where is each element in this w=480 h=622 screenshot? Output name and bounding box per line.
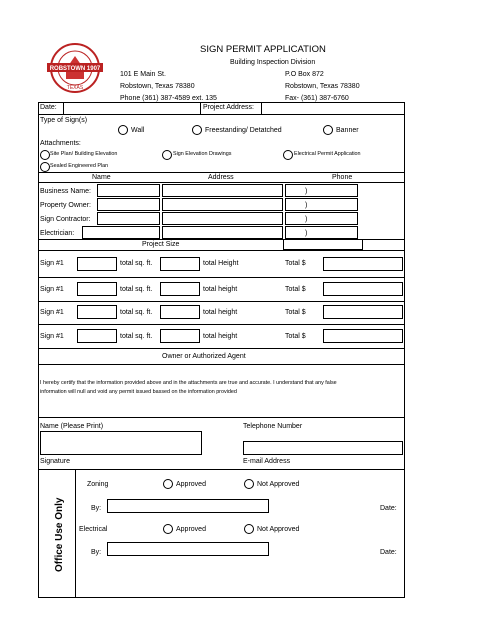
date-label: Date:: [40, 104, 57, 111]
property-phone-field[interactable]: [285, 198, 358, 211]
height-label: total height: [203, 286, 238, 293]
height-label: total Height: [203, 260, 239, 267]
sqft-label: total sq. ft.: [120, 309, 153, 316]
total-field[interactable]: [323, 257, 403, 271]
project-address-field[interactable]: [261, 102, 405, 115]
paren: ): [305, 216, 308, 223]
name-field[interactable]: [40, 431, 202, 455]
electrical-approved-radio[interactable]: [163, 524, 173, 534]
sign-count-field[interactable]: [77, 305, 117, 319]
sign-elevation-radio[interactable]: [162, 150, 172, 160]
name-label: Name (Please Print): [40, 423, 104, 430]
divider: [38, 301, 405, 302]
paren: ): [305, 188, 308, 195]
height-label: total height: [203, 309, 238, 316]
total-field[interactable]: [323, 282, 403, 296]
zoning-label: Zoning: [87, 481, 109, 488]
electrician-address-field[interactable]: [162, 226, 283, 239]
sqft-field[interactable]: [160, 329, 200, 343]
sqft-label: total sq. ft.: [120, 286, 153, 293]
certify-line-2: information will null and void any permit issued bassed on the information provided: [40, 389, 237, 395]
col-address: Address: [208, 174, 234, 181]
freestanding-radio[interactable]: [192, 125, 202, 135]
divider: [38, 277, 405, 278]
sign-count-field[interactable]: [77, 282, 117, 296]
banner-label: Banner: [336, 127, 359, 134]
address-right-1: P.O Box 872: [285, 71, 324, 78]
contractor-address-field[interactable]: [162, 212, 283, 225]
city-seal: [44, 42, 106, 94]
sealed-plan-label: Sealed Engineered Plan: [50, 163, 109, 169]
date-field[interactable]: [63, 102, 201, 115]
electrical-not-approved-label: Not Approved: [257, 526, 300, 533]
electrician-field[interactable]: [82, 226, 160, 239]
total-label: Total $: [285, 260, 306, 267]
sign-label: Sign #1: [40, 286, 64, 293]
division: Building Inspection Division: [230, 59, 316, 66]
site-plan-radio[interactable]: [40, 150, 50, 160]
certify-line-1: I hereby certify that the information provided above and in the attachments are true and accurate. I understand that any false: [40, 380, 337, 386]
email-label: E-mail Address: [243, 458, 291, 465]
zoning-approved-radio[interactable]: [163, 479, 173, 489]
sign-label: Sign #1: [40, 333, 64, 340]
project-cost-header-box: [283, 239, 363, 250]
address-left-3: Phone (361) 387-4589 ext. 135: [120, 95, 217, 102]
office-title: Office Use Only: [54, 497, 65, 572]
zoning-not-approved-label: Not Approved: [257, 481, 300, 488]
total-label: Total $: [285, 333, 306, 340]
electrical-approved-label: Approved: [176, 526, 206, 533]
electrician-label: Electrician:: [40, 230, 75, 237]
site-plan-label: Site Plan/ Building Elevation: [50, 151, 118, 157]
divider: [38, 324, 405, 325]
sign-label: Sign #1: [40, 309, 64, 316]
business-name-field[interactable]: [97, 184, 160, 197]
zoning-date-label: Date:: [380, 505, 397, 512]
address-right-3: Fax- (361) 387-6760: [285, 95, 349, 102]
sqft-label: total sq. ft.: [120, 333, 153, 340]
address-left-2: Robstown, Texas 78380: [120, 83, 195, 90]
total-field[interactable]: [323, 305, 403, 319]
total-field[interactable]: [323, 329, 403, 343]
freestanding-label: Freestanding/ Detatched: [205, 127, 282, 134]
electrical-permit-label: Electrical Permit Application: [294, 151, 361, 157]
electrical-date-label: Date:: [380, 549, 397, 556]
svg-text:ROBSTOWN 1907: ROBSTOWN 1907: [49, 66, 101, 72]
attachments-label: Attachments:: [40, 140, 81, 147]
sqft-field[interactable]: [160, 305, 200, 319]
sign-count-field[interactable]: [77, 257, 117, 271]
signature-label: Signature: [40, 458, 70, 465]
owner-heading: Owner or Authorized Agent: [162, 353, 246, 360]
col-name: Name: [92, 174, 111, 181]
zoning-not-approved-radio[interactable]: [244, 479, 254, 489]
paren: ): [305, 230, 308, 237]
sign-contractor-field[interactable]: [97, 212, 160, 225]
total-label: Total $: [285, 309, 306, 316]
electrical-not-approved-radio[interactable]: [244, 524, 254, 534]
electrical-permit-radio[interactable]: [283, 150, 293, 160]
office-divider: [75, 469, 76, 598]
divider: [38, 348, 405, 349]
project-address-label: Project Address:: [203, 104, 254, 111]
banner-radio[interactable]: [323, 125, 333, 135]
sign-elevation-label: Sign Elevation Drawings: [173, 151, 232, 157]
address-left-1: 101 E Main St.: [120, 71, 166, 78]
zoning-approved-label: Approved: [176, 481, 206, 488]
zoning-by-field[interactable]: [107, 499, 269, 513]
sqft-field[interactable]: [160, 257, 200, 271]
sqft-label: total sq. ft.: [120, 260, 153, 267]
divider: [38, 364, 405, 365]
wall-label: Wall: [131, 127, 145, 134]
paren: ): [305, 202, 308, 209]
total-label: Total $: [285, 286, 306, 293]
project-size-label: Project Size: [142, 241, 180, 248]
divider: [38, 417, 405, 418]
business-name-label: Business Name:: [40, 188, 91, 195]
address-right-2: Robstown, Texas 78380: [285, 83, 360, 90]
sqft-field[interactable]: [160, 282, 200, 296]
telephone-label: Telephone Number: [243, 423, 303, 430]
zoning-by-label: By:: [91, 505, 102, 512]
contractor-phone-field[interactable]: [285, 212, 358, 225]
sign-contractor-label: Sign Contractor:: [40, 216, 91, 223]
electrical-by-field[interactable]: [107, 542, 269, 556]
svg-text:TEXAS: TEXAS: [66, 85, 84, 91]
property-owner-field[interactable]: [97, 198, 160, 211]
height-label: total height: [203, 333, 238, 340]
sealed-plan-radio[interactable]: [40, 162, 50, 172]
electrical-label: Electrical: [79, 526, 108, 533]
divider: [38, 469, 405, 470]
col-phone: Phone: [332, 174, 353, 181]
telephone-field[interactable]: [243, 441, 403, 455]
business-phone-field[interactable]: [285, 184, 358, 197]
type-label: Type of Sign(s): [40, 117, 88, 124]
property-owner-label: Property Owner:: [40, 202, 91, 209]
property-address-field[interactable]: [162, 198, 283, 211]
sign-label: Sign #1: [40, 260, 64, 267]
page-title: SIGN PERMIT APPLICATION: [200, 44, 326, 55]
electrical-by-label: By:: [91, 549, 102, 556]
electrician-phone-field[interactable]: [285, 226, 358, 239]
wall-radio[interactable]: [118, 125, 128, 135]
sign-count-field[interactable]: [77, 329, 117, 343]
divider: [38, 182, 405, 183]
business-address-field[interactable]: [162, 184, 283, 197]
divider: [38, 250, 405, 251]
